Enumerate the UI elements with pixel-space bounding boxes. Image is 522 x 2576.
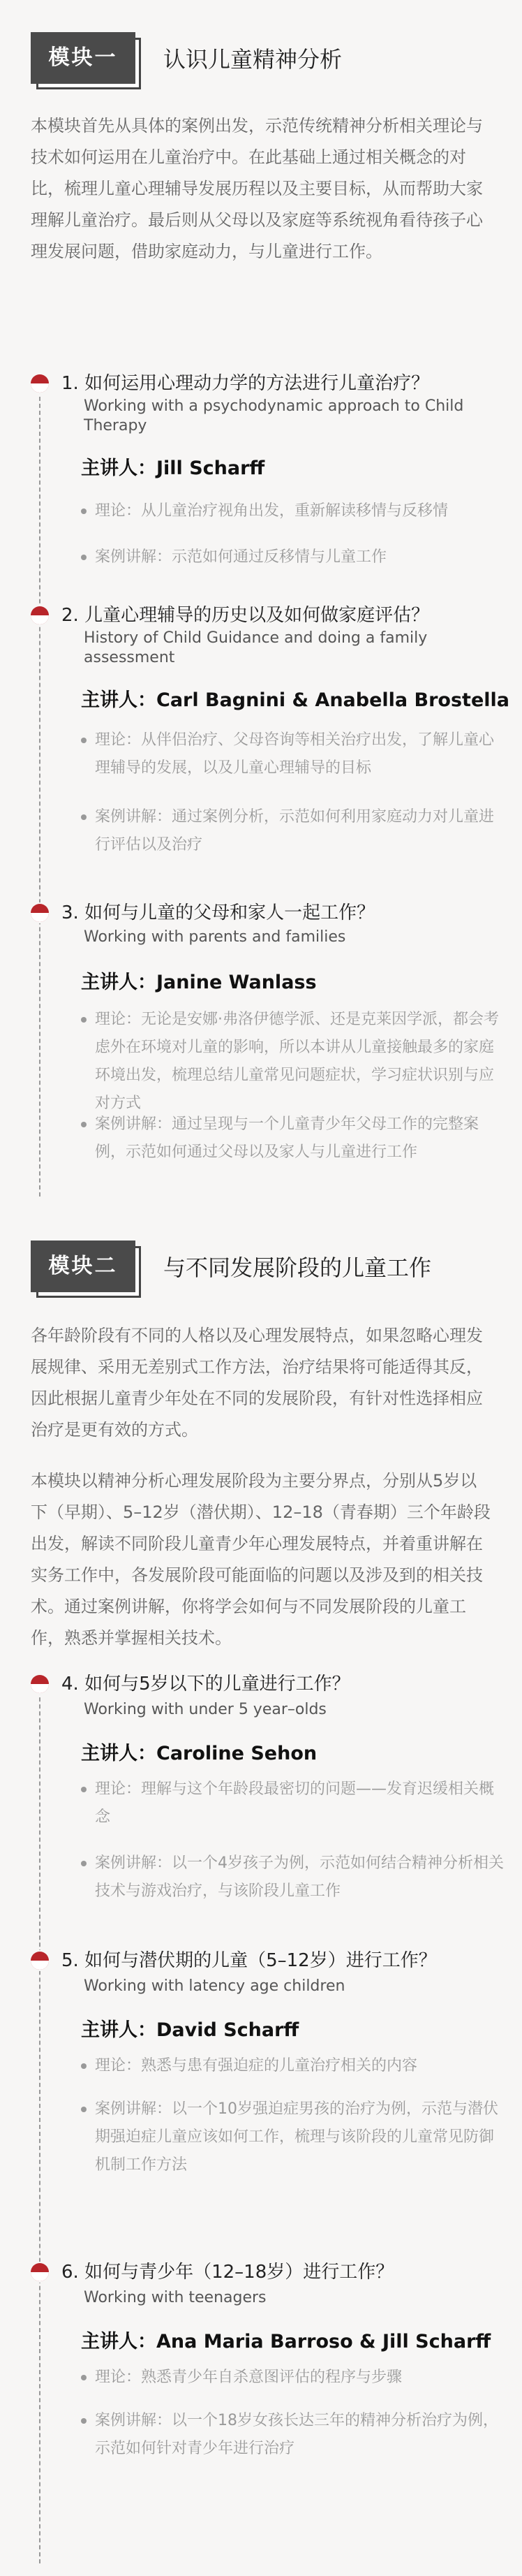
topic-marker-icon <box>31 606 49 624</box>
module-2-intro-2: 本模块以精神分析心理发展阶段为主要分界点，分别从5岁以下（早期）、5–12岁（潜伏期）、12–18（青春期）三个年龄段出发，解读不同阶段儿童青少年心理发展特点，并着重讲解在实务工作中，各发展阶段可能面临的问题以及涉及到的相关技术。通过案例讲解，你将学会如何与不同发展阶段的儿童工作，熟悉并掌握相关技术。 <box>31 1471 491 1648</box>
module-1-intro: 本模块首先从具体的案例出发，示范传统精神分析相关理论与技术如何运用在儿童治疗中。在此基础上通过相关概念的对比，梳理儿童心理辅导发展历程以及主要目标，从而帮助大家理解儿童治疗。最后则从父母以及家庭等系统视角看待孩子心理发展问题，借助家庭动力，与儿童进行工作。 <box>31 116 483 261</box>
module-tag <box>31 32 144 92</box>
topic-english-title: Working with parents and families <box>84 928 346 946</box>
topic-title: 4. 如何与5岁以下的儿童进行工作？ <box>61 1674 350 1695</box>
topic-bullet-case: 案例讲解：通过案例分析，示范如何利用家庭动力对儿童进行评估以及治疗 <box>81 803 507 859</box>
topic-speaker: 主讲人：Jill Scharff <box>81 458 265 479</box>
timeline-line <box>39 1683 40 2563</box>
topic-speaker: 主讲人：David Scharff <box>81 2019 299 2041</box>
module-title: 认识儿童精神分析 <box>163 46 343 73</box>
topic-bullet-case: 案例讲解：示范如何通过反移情与儿童工作 <box>81 543 507 571</box>
topic-marker-icon <box>31 904 49 922</box>
module-tag <box>31 1241 144 1301</box>
topic-marker-icon <box>31 1675 49 1693</box>
topic-speaker: 主讲人：Carl Bagnini & Anabella Brostella <box>81 689 509 711</box>
module-1-header <box>31 32 491 95</box>
topic-english-title: History of Child Guidance and doing a family assessment <box>84 629 428 666</box>
topic-marker-icon <box>31 374 49 393</box>
module-tag-label: 模块二 <box>31 1241 135 1292</box>
topic-marker-icon <box>31 2263 49 2281</box>
topic-bullet-case: 案例讲解：以一个4岁孩子为例，示范如何结合精神分析相关技术与游戏治疗，与该阶段儿童工作 <box>81 1850 507 1905</box>
topic-bullet-theory: 理论：理解与这个年龄段最密切的问题——发育迟缓相关概念 <box>81 1776 507 1831</box>
topic-bullet-case: 案例讲解：通过呈现与一个儿童青少年父母工作的完整案例，示范如何通过父母以及家人与儿童进行工作 <box>81 1111 507 1166</box>
topic-title: 6. 如何与青少年（12–18岁）进行工作？ <box>61 2262 394 2283</box>
topic-bullet-theory: 理论：无论是安娜·弗洛伊德学派、还是克莱因学派，都会考虑外在环境对儿童的影响，所以本讲从儿童接触最多的家庭环境出发，梳理总结儿童常见问题症状，学习症状识别与应对方式 <box>81 1006 507 1118</box>
topic-bullet-theory: 理论：熟悉与患有强迫症的儿童治疗相关的内容 <box>81 2052 507 2080</box>
topic-bullet-case: 案例讲解：以一个10岁强迫症男孩的治疗为例，示范与潜伏期强迫症儿童应该如何工作，梳理与该阶段的儿童常见防御机制工作方法 <box>81 2095 507 2179</box>
topic-english-title: Working with under 5 year–olds <box>84 1701 327 1718</box>
module-title: 与不同发展阶段的儿童工作 <box>163 1254 432 1281</box>
topic-bullet-theory: 理论：从儿童治疗视角出发，重新解读移情与反移情 <box>81 497 507 525</box>
timeline-line <box>39 383 40 1196</box>
topic-title: 5. 如何与潜伏期的儿童（5–12岁）进行工作？ <box>61 1950 437 1971</box>
module-2-intro-1: 各年龄阶段有不同的人格以及心理发展特点，如果忽略心理发展规律、采用无差别式工作方法，治疗结果将可能适得其反，因此根据儿童青少年处在不同的发展阶段，有针对性选择相应治疗是更有效的方式。 <box>31 1326 483 1440</box>
topic-english-title: Working with latency age children <box>84 1977 345 1995</box>
module-tag-label: 模块一 <box>31 32 135 84</box>
topic-title: 2. 儿童心理辅导的历史以及如何做家庭评估？ <box>61 605 430 626</box>
module-2-header <box>31 1241 491 1303</box>
topic-english-title: Working with teenagers <box>84 2289 267 2306</box>
topic-bullet-theory: 理论：从伴侣治疗、父母咨询等相关治疗出发，了解儿童心理辅导的发展，以及儿童心理辅导的目标 <box>81 726 507 782</box>
topic-speaker: 主讲人：Caroline Sehon <box>81 1743 318 1764</box>
topic-marker-icon <box>31 1952 49 1970</box>
topic-title: 1. 如何运用心理动力学的方法进行儿童治疗？ <box>61 373 430 394</box>
topic-bullet-theory: 理论：熟悉青少年自杀意图评估的程序与步骤 <box>81 2364 507 2392</box>
topic-title: 3. 如何与儿童的父母和家人一起工作？ <box>61 902 375 923</box>
topic-english-title: Working with a psychodynamic approach to Child Therapy <box>84 397 464 434</box>
topic-speaker: 主讲人：Ana Maria Barroso & Jill Scharff <box>81 2331 491 2352</box>
topic-bullet-case: 案例讲解：以一个18岁女孩长达三年的精神分析治疗为例，示范如何针对青少年进行治疗 <box>81 2407 507 2463</box>
topic-speaker: 主讲人：Janine Wanlass <box>81 972 317 993</box>
